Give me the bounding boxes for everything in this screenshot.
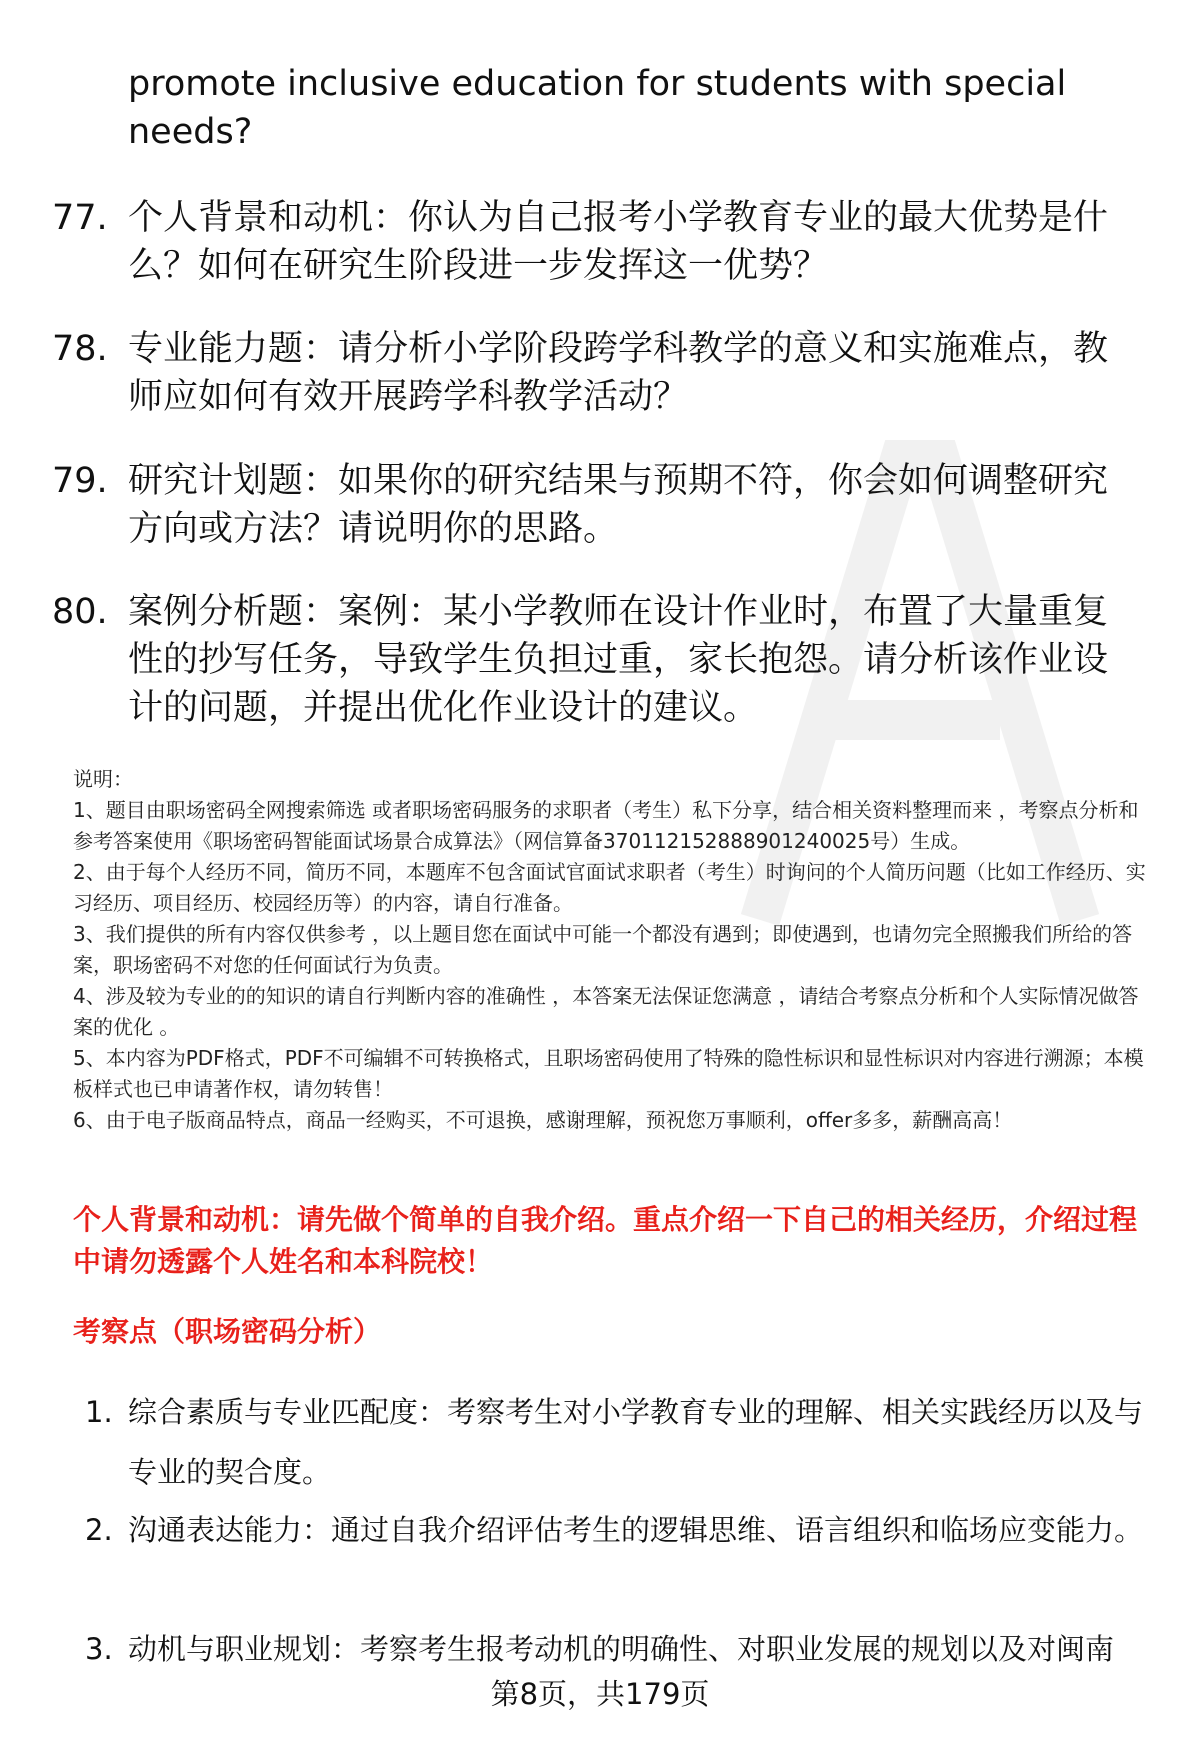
note-item: 3、我们提供的所有内容仅供参考 ，以上题目您在面试中可能一个都没有遇到；即使遇到，也请勿完全照搬我们所给的答案，职场密码不对您的任何面试行为负责。 bbox=[73, 922, 1133, 977]
note-item: 4、涉及较为专业的的知识的请自行判断内容的准确性 ，本答案无法保证您满意 ，请结合考察点分析和个人实际情况做答案的优化 。 bbox=[73, 984, 1139, 1039]
note-item: 5、本内容为PDF格式，PDF不可编辑不可转换格式，且职场密码使用了特殊的隐性标识和显性标识对内容进行溯源；本模板样式也已申请著作权，请勿转售！ bbox=[73, 1046, 1144, 1101]
page-footer: 第8页，共179页 bbox=[490, 1677, 710, 1711]
note-item: 1、题目由职场密码全网搜索筛选 或者职场密码服务的求职者（考生）私下分享，结合相关资料整理而来 ，考察点分析和参考答案使用《职场密码智能面试场景合成算法》（网信算备370112152888901240025号）生成。 bbox=[73, 798, 1139, 853]
notes-title: 说明： bbox=[73, 767, 133, 791]
note-item: 6、由于电子版商品特点，商品一经购买，不可退换，感谢理解，预祝您万事顺利，offer多多，薪酬高高！ bbox=[73, 1108, 1013, 1132]
analysis-heading: 考察点（职场密码分析） bbox=[73, 1315, 382, 1348]
note-item: 2、由于每个人经历不同，简历不同，本题库不包含面试官面试求职者（考生）时询问的个人简历问题（比如工作经历、实习经历、项目经历、校园经历等）的内容，请自行准备。 bbox=[73, 860, 1146, 915]
highlight-question: 个人背景和动机：请先做个简单的自我介绍。重点介绍一下自己的相关经历，介绍过程中请勿透露个人姓名和本科院校！ bbox=[73, 1203, 1138, 1278]
notes-section bbox=[73, 764, 1158, 1136]
